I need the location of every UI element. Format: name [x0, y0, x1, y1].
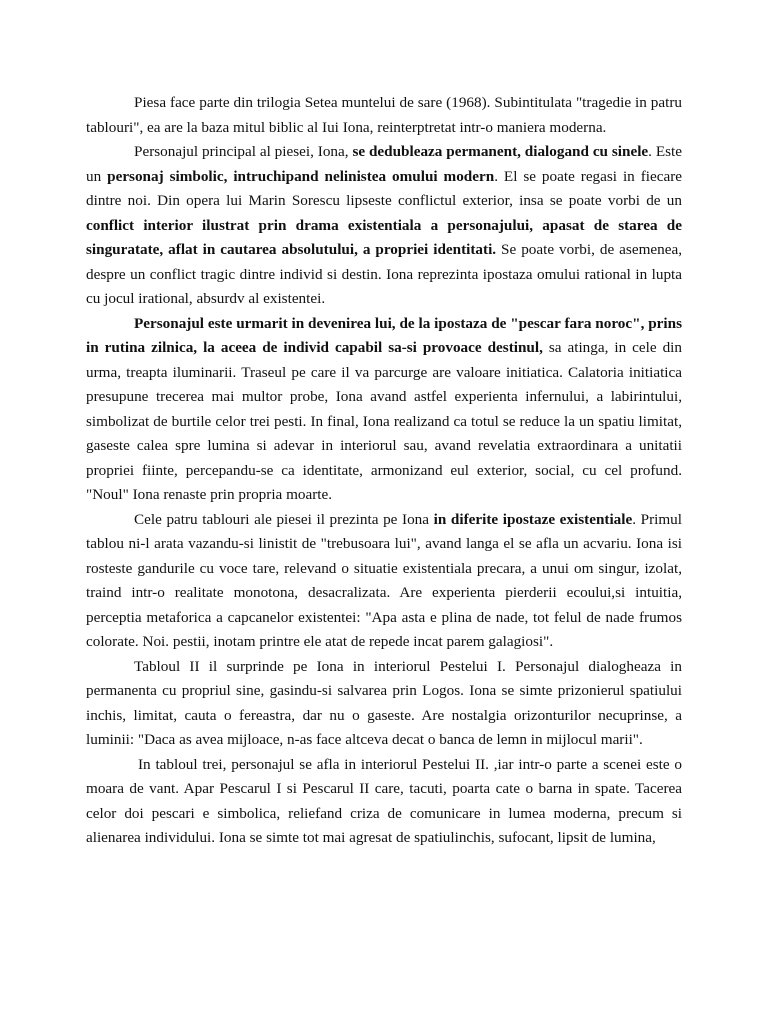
paragraph-tableau-three: [86, 753, 682, 851]
text-segment: In tabloul trei, personajul se afla in interiorul Pestelui II. ,iar intr-o parte a scenei este o moara de vant. Apar Pescarul I si Pescarul II care, tacuti, poarta cate o barna in spate. Tacerea celor doi pescari e simbolica, reliefand criza de comunicare in lumea moderna, precum si alienarea individului. Iona se simte tot mai agresat de spatiulinchis, sufocant, lipsit de lumina,: [86, 755, 682, 846]
bold-segment: se dedubleaza permanent, dialogand cu sinele: [352, 143, 649, 160]
text-segment: . Este un: [86, 143, 682, 185]
text-segment: Tabloul II il surprinde pe Iona in interiorul Pestelui I. Personajul dialogheaza in permanenta cu propriul sine, gasindu-si salvarea prin Logos. Iona se simte prizonierul spatiului inchis, limitat, cauta o fereastra, dar nu o gaseste. Are nostalgia orizonturilor necuprinse, a luminii: "Daca as avea mijloace, n-as face altceva decat o banca de lemn in mijlocul marii".: [86, 657, 682, 748]
bold-segment: in diferite ipostaze existentiale: [433, 510, 633, 528]
paragraph-evolution: [86, 312, 682, 508]
text-segment: . Primul tablou ni-l arata vazandu-si linistit de "trebusoara lui", avand langa el se afla un acvariu. Iona isi rosteste gandurile cu voce tare, relevand o situatie existentiala precara, a unui om singur, izolat, traind intr-o realitate monotona, desacralizata. Are experienta pierderii ecoului,si intuitia, perceptia metaforica a capcanelor existentei: "Apa asta e plina de nade, tot felul de nade frumos colorate. Noi. pestii, inotam printre ele atat de repede incat parem galagiosi".: [86, 510, 682, 650]
bold-segment: conflict interior ilustrat prin drama existentiala a personajului, apasat de starea de singuratate, aflat in cautarea absolutului, a propriei identitati.: [86, 216, 682, 258]
text-segment: Piesa face parte din trilogia Setea muntelui de sare (1968). Subintitulata "tragedie in patru tablouri", ea are la baza mitul biblic al Iui Iona, reinterptretat intr-o maniera moderna.: [86, 94, 682, 136]
text-segment: Cele patru tablouri ale piesei il prezinta pe Iona: [134, 510, 434, 528]
bold-segment: Personajul este urmarit in devenirea lui, de la ipostaza de "pescar fara noroc", prins in rutina zilnica, la aceea de individ capabil sa-si provoace destinul,: [86, 314, 682, 356]
text-segment: Se poate vorbi, de asemenea, despre un conflict tragic dintre individ si destin. Iona reprezinta ipostaza omului rational in lupta cu jocul irational, absurdv al existentei.: [86, 241, 682, 307]
text-segment: sa atinga, in cele din urma, treapta iluminarii. Traseul pe care il va parcurge are valoare initiatica. Calatoria initiatica presupune trecerea mai multor probe, Iona avand astfel experienta infernului, a labirintului, simbolizat de burtile celor trei pesti. In final, Iona realizand ca totul se reduce la un spatiu limitat, gaseste calea spre lumina si adevar in interiorul sau, avand revelatia extraordinara a unitatii propriei fiinte, percepandu-se ca identitate, armonizand eul exterior, social, cu cel profund. "Noul" Iona renaste prin propria moarte.: [86, 339, 682, 503]
paragraph-tableau-two: [86, 655, 682, 753]
paragraph-main-character: [86, 140, 682, 312]
paragraph-intro: [86, 91, 682, 140]
text-segment: Personajul principal al piesei, Iona,: [134, 143, 353, 160]
bold-segment: personaj simbolic, intruchipand nelinistea omului modern: [107, 167, 495, 185]
text-segment: . El se poate regasi in fiecare dintre noi. Din opera lui Marin Sorescu lipseste conflictul exterior, insa se poate vorbi de un: [86, 167, 683, 209]
paragraph-four-tableaux: [86, 508, 682, 655]
